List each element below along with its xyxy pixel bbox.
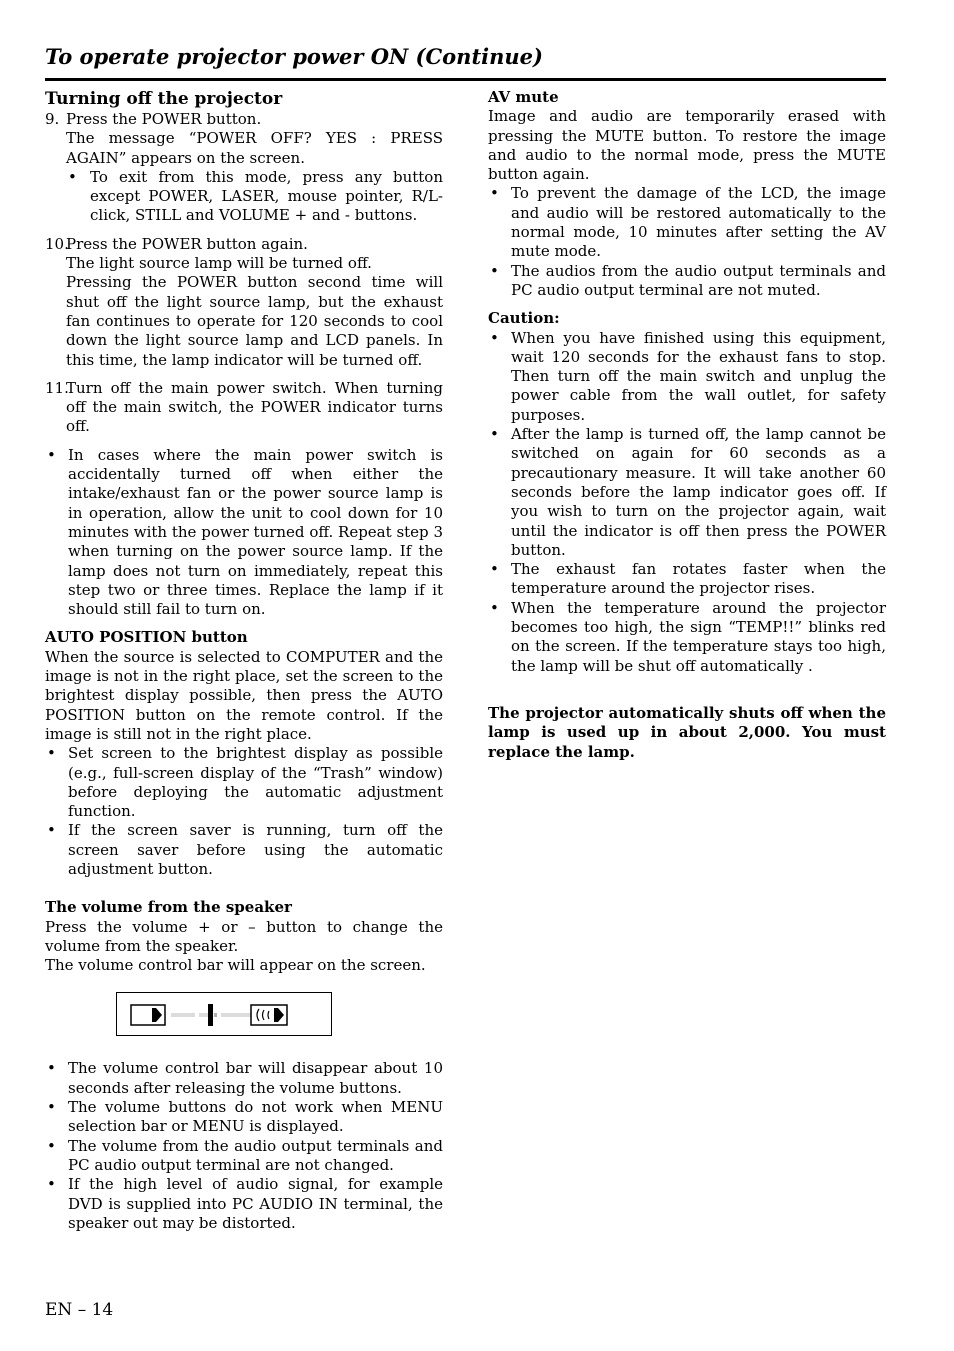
list-item: • The audios from the audio output terminals and PC audio output terminal are not muted.	[488, 262, 886, 301]
step-number: 9.	[45, 110, 60, 128]
volume-slider-knob	[208, 1004, 213, 1026]
right-column	[488, 88, 886, 762]
step-9	[45, 110, 443, 226]
step-text: Press the POWER button.	[66, 110, 262, 128]
list-item: • Set screen to the brightest display as possible (e.g., full-screen display of the “Trash” window) before deploying the automatic adjustment function.	[45, 744, 443, 821]
list-item: • The volume from the audio output terminals and PC audio output terminal are not changed.	[45, 1137, 443, 1176]
volume-body: Press the volume + or – button to change the volume from the speaker.	[45, 917, 443, 955]
title-rule	[45, 78, 886, 81]
volume-control-bar	[116, 992, 332, 1036]
list-item: • To exit from this mode, press any button except POWER, LASER, mouse pointer, R/L-click, STILL and VOLUME + and - buttons.	[66, 168, 443, 226]
list-item: • When the temperature around the projector becomes too high, the sign “TEMP!!” blinks red on the screen. If the temperature stays too high, the lamp will be shut off automatically .	[488, 599, 886, 676]
caution-heading: Caution:	[488, 309, 560, 328]
list-item: • The volume control bar will disappear about 10 seconds after releasing the volume buttons.	[45, 1059, 443, 1098]
power-note-list	[45, 446, 443, 620]
step-10	[45, 235, 443, 370]
av-mute-heading: AV mute	[488, 88, 559, 106]
list-item: • The volume buttons do not work when MENU selection bar or MENU is displayed.	[45, 1098, 443, 1137]
list-item: • To prevent the damage of the LCD, the image and audio will be restored automatically to the normal mode, 10 minutes after setting the AV mute mode.	[488, 184, 886, 261]
av-mute-body: Image and audio are temporarily erased with pressing the MUTE button. To restore the image and audio to the normal mode, press the MUTE button again.	[488, 107, 886, 184]
step-number: 10.	[45, 234, 69, 253]
auto-position-heading: AUTO POSITION button	[45, 628, 248, 647]
page-title: To operate projector power ON (Continue)	[45, 44, 543, 69]
speaker-low-icon	[131, 1005, 165, 1025]
list-item: • In cases where the main power switch is accidentally turned off when either the intake/exhaust fan or the power source lamp is in operation, allow the unit to cool down for 10 minutes with the power turned off. Repeat step 3 when turning on the power source lamp. If the lamp does not turn on immediately, repeat this step two or three times. Replace the lamp if it should still fail to turn on.	[45, 446, 443, 620]
step-number: 11.	[45, 378, 69, 397]
auto-position-bullets	[45, 744, 443, 879]
step-text: Turn off the main power switch. When turning off the main switch, the POWER indicator turns off.	[66, 378, 443, 436]
left-column	[45, 88, 443, 1233]
step-bullets	[66, 168, 443, 226]
list-item: • The exhaust fan rotates faster when the temperature around the projector rises.	[488, 560, 886, 599]
step-detail: Pressing the POWER button second time will shut off the light source lamp, but the exhaust fan continues to operate for 120 seconds to cool down the light source lamp and LCD panels. In this time, the lamp indicator will be turned off.	[66, 273, 443, 369]
speaker-high-icon	[251, 1005, 287, 1025]
volume-heading: The volume from the speaker	[45, 898, 292, 917]
step-11	[45, 379, 443, 437]
caution-bullets	[488, 329, 886, 676]
list-item: • After the lamp is turned off, the lamp cannot be switched on again for 60 seconds as a precautionary measure. It will take another 60 seconds before the lamp indicator goes off. If you wish to turn on the projector again, wait until the indicator is off then press the POWER button.	[488, 425, 886, 560]
volume-bullets	[45, 1059, 443, 1233]
step-detail: The light source lamp will be turned off.	[66, 254, 372, 273]
section-title-turning-off: Turning off the projector	[45, 89, 283, 109]
lamp-life-note: The projector automatically shuts off when the lamp is used up in about 2,000. You must replace the lamp.	[488, 703, 886, 761]
list-item: • If the high level of audio signal, for example DVD is supplied into PC AUDIO IN terminal, the speaker out may be distorted.	[45, 1175, 443, 1233]
list-item: • If the screen saver is running, turn off the screen saver before using the automatic adjustment button.	[45, 821, 443, 879]
step-text: Press the POWER button again.	[66, 234, 308, 253]
step-detail: The message “POWER OFF? YES : PRESS AGAIN” appears on the screen.	[66, 129, 443, 167]
av-mute-bullets	[488, 184, 886, 300]
auto-position-body: When the source is selected to COMPUTER and the image is not in the right place, set the screen to the brightest display possible, then press the AUTO POSITION button on the remote control. If the image is still not in the right place.	[45, 647, 443, 743]
list-item: • When you have finished using this equipment, wait 120 seconds for the exhaust fans to stop. Then turn off the main switch and unplug the power cable from the wall outlet, for safety purposes.	[488, 329, 886, 425]
page-number: EN – 14	[45, 1300, 114, 1320]
volume-body: The volume control bar will appear on the screen.	[45, 956, 426, 975]
